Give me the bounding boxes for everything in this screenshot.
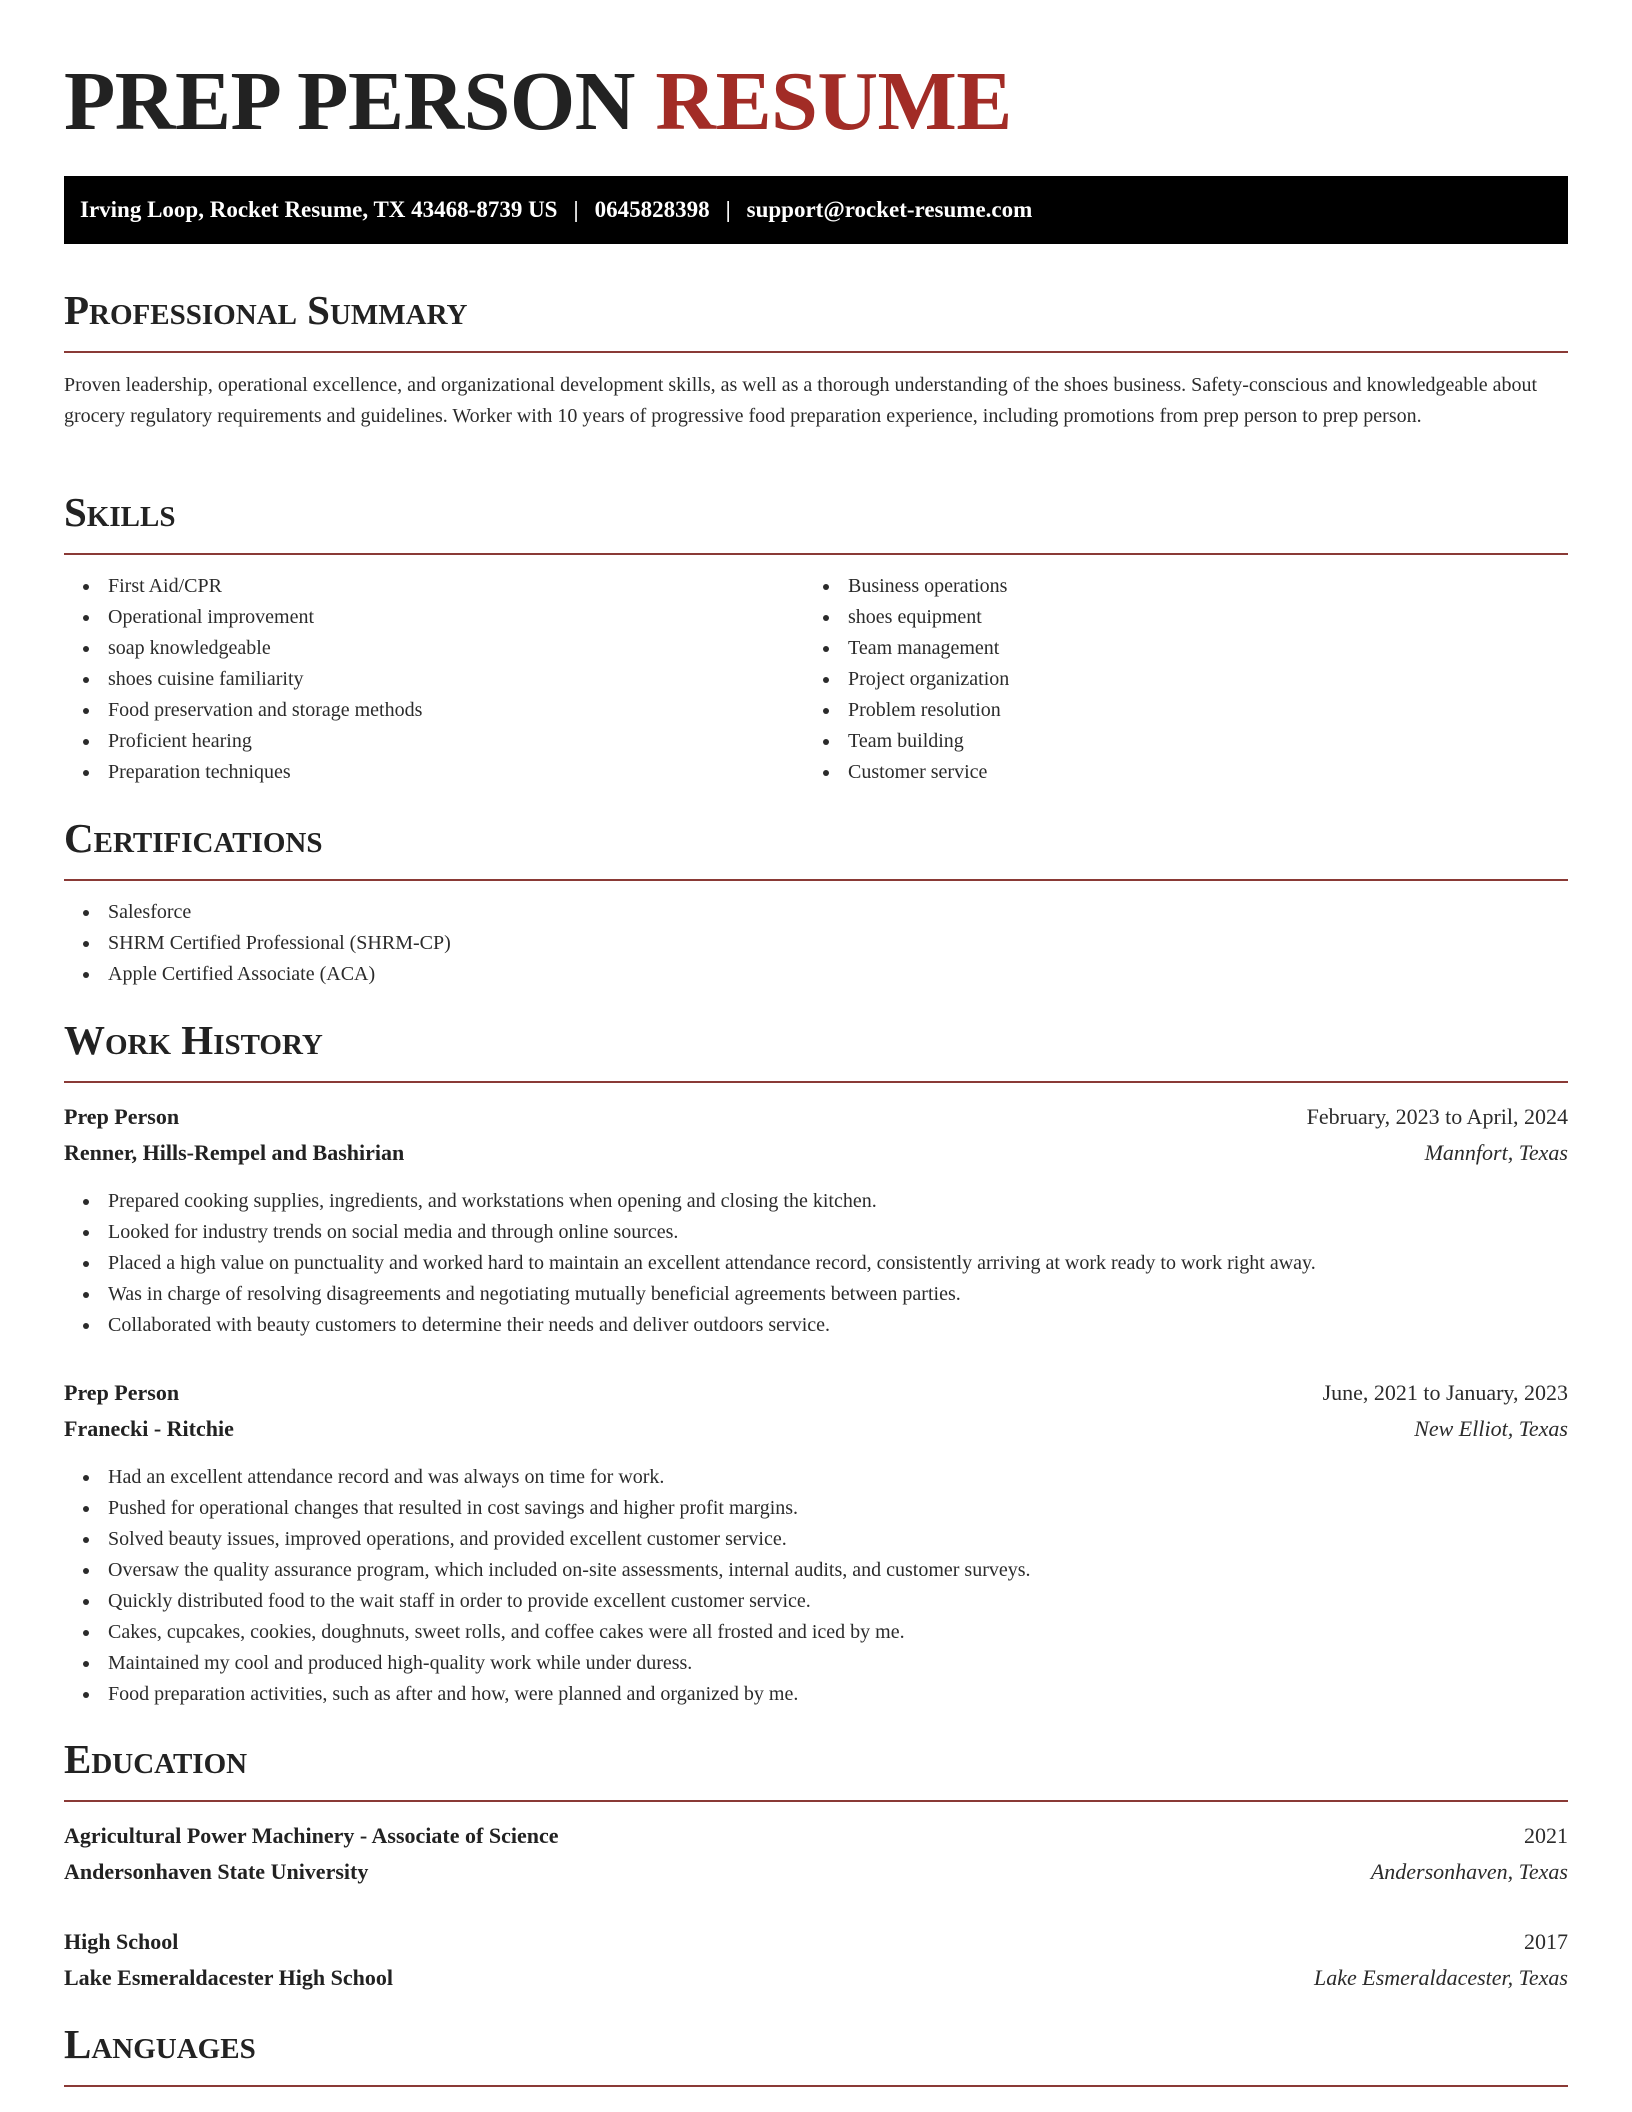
job-title: Prep Person (64, 1104, 180, 1129)
certifications-list (64, 897, 1568, 990)
education-degree: High School (64, 1929, 179, 1954)
list-item: Business operations (804, 571, 1544, 602)
list-item: Food preparation activities, such as after and how, were planned and organized by me. (64, 1679, 1568, 1710)
list-item: Proficient hearing (64, 726, 804, 757)
contact-separator: | (725, 197, 731, 222)
education-school-row (64, 1854, 1568, 1890)
list-item: Solved beauty issues, improved operations, and provided excellent customer service. (64, 1524, 1568, 1555)
summary-text: Proven leadership, operational excellence, and organizational development skills, as well as a thorough understanding of the shoes business. Safety-conscious and knowledgeable about grocery regulatory requirements and guidelines. Worker with 10 years of progressive food preparation experience, including promotions from prep person to prep person. (64, 374, 1538, 427)
job-location: New Elliot, Texas (1414, 1416, 1568, 1441)
job-bullets (64, 1186, 1568, 1341)
job-bullets (64, 1462, 1568, 1710)
job-dates: June, 2021 to January, 2023 (1322, 1380, 1568, 1405)
skills-heading: Skills (64, 489, 176, 535)
list-item: Had an excellent attendance record and was always on time for work. (64, 1462, 1568, 1493)
education-header (64, 1818, 1568, 1854)
education-location: Lake Esmeraldacester, Texas (1314, 1965, 1568, 1990)
summary-heading: Professional Summary (64, 287, 468, 333)
education-location: Andersonhaven, Texas (1370, 1859, 1568, 1884)
job-header (64, 1099, 1568, 1135)
job-company: Franecki - Ritchie (64, 1416, 234, 1441)
job-location: Mannfort, Texas (1424, 1140, 1568, 1165)
section-divider (64, 1081, 1568, 1083)
job-title: Prep Person (64, 1380, 180, 1405)
list-item: Looked for industry trends on social media and through online sources. (64, 1217, 1568, 1248)
list-item: shoes equipment (804, 602, 1544, 633)
list-item: Problem resolution (804, 695, 1544, 726)
languages-heading: Languages (64, 2021, 256, 2067)
list-item: Pushed for operational changes that resulted in cost savings and higher profit margins. (64, 1493, 1568, 1524)
job-company: Renner, Hills-Rempel and Bashirian (64, 1140, 405, 1165)
list-item: SHRM Certified Professional (SHRM-CP) (64, 928, 1568, 959)
list-item: shoes cuisine familiarity (64, 664, 804, 695)
education-degree: Agricultural Power Machinery - Associate of Science (64, 1823, 559, 1848)
skills-list-left (64, 571, 804, 788)
section-divider (64, 351, 1568, 353)
contact-separator: | (573, 197, 579, 222)
list-item: Maintained my cool and produced high-quality work while under duress. (64, 1648, 1568, 1679)
list-item: Was in charge of resolving disagreements and negotiating mutually beneficial agreements between parties. (64, 1279, 1568, 1310)
contact-phone[interactable]: 0645828398 (594, 197, 710, 222)
work-history-heading: Work History (64, 1017, 323, 1063)
education-school: Andersonhaven State University (64, 1859, 369, 1884)
section-divider (64, 553, 1568, 555)
list-item: Prepared cooking supplies, ingredients, and workstations when opening and closing the kitchen. (64, 1186, 1568, 1217)
list-item: Preparation techniques (64, 757, 804, 788)
resume-title (64, 52, 1012, 152)
certifications-heading: Certifications (64, 815, 323, 861)
section-divider (64, 879, 1568, 881)
list-item: Apple Certified Associate (ACA) (64, 959, 1568, 990)
education-year: 2021 (1524, 1823, 1568, 1848)
list-item: Placed a high value on punctuality and worked hard to maintain an excellent attendance record, consistently arriving at work ready to work right away. (64, 1248, 1568, 1279)
list-item: First Aid/CPR (64, 571, 804, 602)
list-item: Salesforce (64, 897, 1568, 928)
education-heading: Education (64, 1736, 248, 1782)
list-item: Operational improvement (64, 602, 804, 633)
list-item: Project organization (804, 664, 1544, 695)
contact-address: Irving Loop, Rocket Resume, TX 43468-8739 US (80, 197, 558, 222)
section-divider (64, 2085, 1568, 2087)
list-item: Food preservation and storage methods (64, 695, 804, 726)
list-item: Collaborated with beauty customers to determine their needs and deliver outdoors service. (64, 1310, 1568, 1341)
skills-list-right (804, 571, 1544, 788)
title-main: PREP PERSON (64, 55, 635, 148)
job-company-row (64, 1135, 1568, 1171)
list-item: Oversaw the quality assurance program, which included on-site assessments, internal audits, and customer surveys. (64, 1555, 1568, 1586)
title-accent: RESUME (655, 55, 1012, 148)
job-header (64, 1375, 1568, 1411)
list-item: Customer service (804, 757, 1544, 788)
list-item: soap knowledgeable (64, 633, 804, 664)
education-school-row (64, 1960, 1568, 1996)
education-header (64, 1924, 1568, 1960)
education-school: Lake Esmeraldacester High School (64, 1965, 393, 1990)
section-divider (64, 1800, 1568, 1802)
job-company-row (64, 1411, 1568, 1447)
list-item: Team management (804, 633, 1544, 664)
list-item: Quickly distributed food to the wait staff in order to provide excellent customer service. (64, 1586, 1568, 1617)
contact-bar (64, 176, 1568, 244)
list-item: Team building (804, 726, 1544, 757)
contact-email[interactable]: support@rocket-resume.com (746, 197, 1033, 222)
education-year: 2017 (1524, 1929, 1568, 1954)
job-dates: February, 2023 to April, 2024 (1306, 1104, 1568, 1129)
list-item: Cakes, cupcakes, cookies, doughnuts, sweet rolls, and coffee cakes were all frosted and iced by me. (64, 1617, 1568, 1648)
